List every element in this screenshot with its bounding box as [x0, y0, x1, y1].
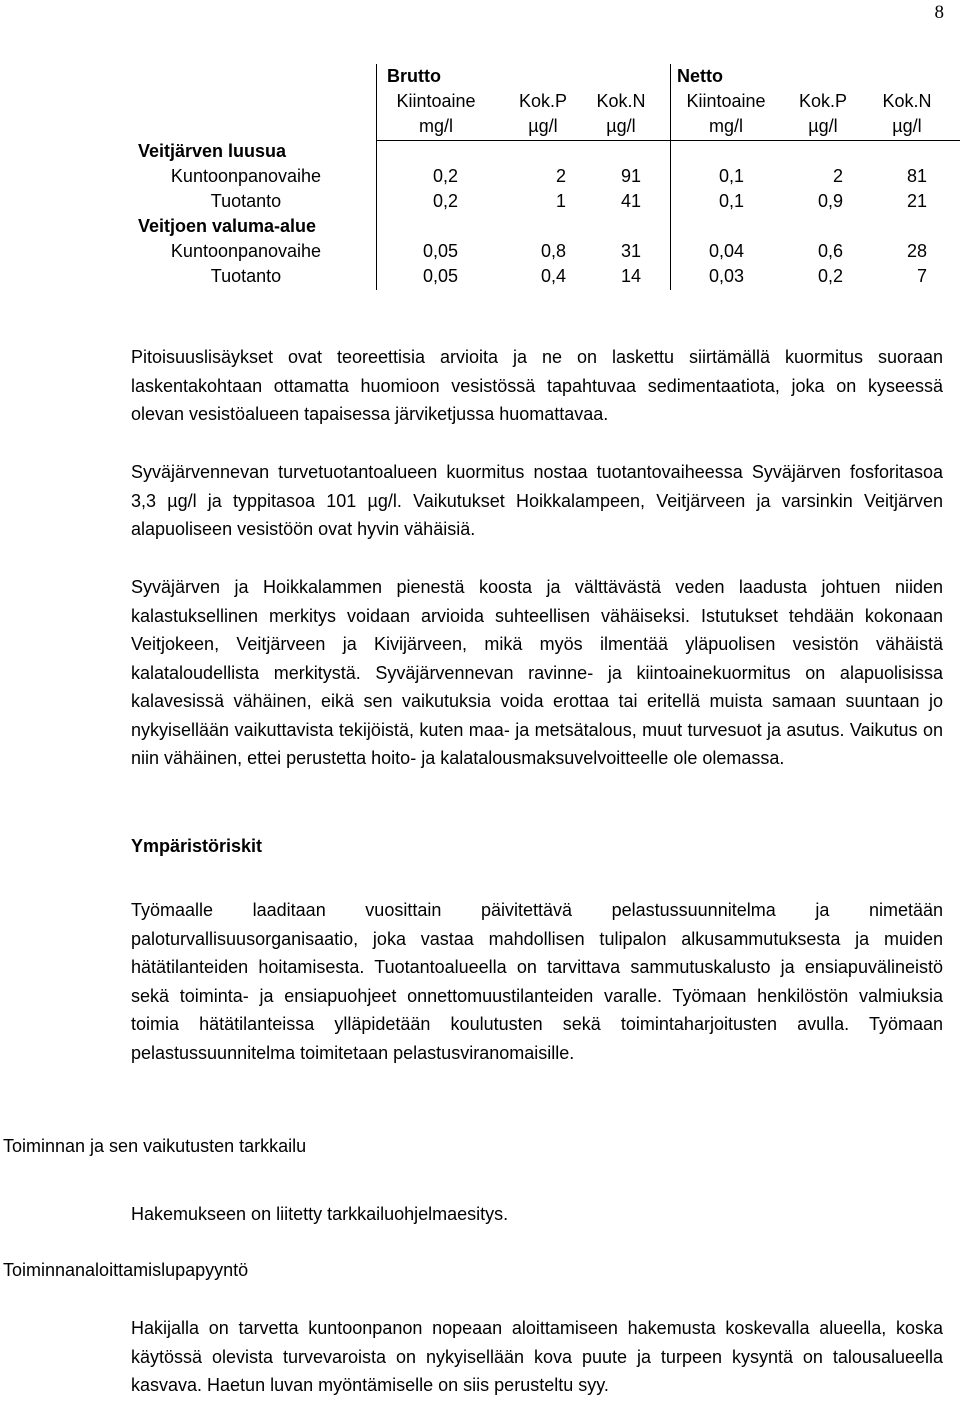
- table-row-label: Tuotanto: [210, 191, 282, 211]
- paragraph-aloittamislupapyynto: Hakijalla on tarvetta kuntoonpanon nopeaan aloittamiseen hakemusta koskevalla alueella, koska käytössä olevista turvevaroista on nykyisellään kova puute ja turpeen kysyntä on talousalueella kasvava. Haetun luvan myöntämiselle on siis perusteltu syy.: [131, 1318, 943, 1395]
- table-cell: 0,2: [432, 191, 458, 211]
- paragraph-kalatalous: Syväjärven ja Hoikkalammen pienestä koosta ja välttävästä veden laadusta johtuen niiden kalastuksellinen merkitys voidaan arvioida suhteellisen vähäiseksi. Istutukset tehdään kokonaan Veitjokeen, Veitjärveen ja Kivijärveen, mikä myös ilmentää yläpuolisen vesistön vähäistä kalataloudellista merkitystä. Syväjärvennevan ravinne- ja kiintoainekuormitus on alapuolisissa kalavesissä vähäinen, eikä sen vaikutuksia voida erottaa tai eritellä muista samaan suuntaan jo nykyisellään vaikuttavista tekijöistä, kuten maa- ja metsätalous, muut turvesuot ja asutus. Vaikutus on niin vähäinen, ettei perustetta hoito- ja kalatalousmaksuvelvoitteelle ole olemassa.: [131, 577, 943, 768]
- column-unit: µg/l: [892, 116, 922, 136]
- column-unit: mg/l: [708, 116, 743, 136]
- table-cell: 0,1: [718, 166, 744, 186]
- table-cell: 91: [620, 166, 641, 186]
- table-cell: 0,2: [432, 166, 458, 186]
- table-cell: 0,4: [540, 266, 566, 286]
- table-header-rule: [376, 140, 960, 141]
- table-cell: 0,9: [817, 191, 843, 211]
- table-cell: 0,04: [708, 241, 744, 261]
- table-row-label: Kuntoonpanovaihe: [170, 166, 322, 186]
- group-header-netto: Netto: [677, 66, 723, 86]
- table-cell: 0,1: [718, 191, 744, 211]
- column-header: Kok.P: [518, 91, 568, 111]
- column-unit: µg/l: [606, 116, 636, 136]
- column-header: Kiintoaine: [396, 91, 476, 111]
- table-cell: 21: [906, 191, 927, 211]
- table-cell: 0,05: [422, 266, 458, 286]
- table-cell: 7: [916, 266, 927, 286]
- column-unit: µg/l: [808, 116, 838, 136]
- table-cell: 31: [620, 241, 641, 261]
- table-cell: 0,8: [540, 241, 566, 261]
- load-concentration-table: [132, 64, 960, 290]
- paragraph-ymparistoriskit: Työmaalle laaditaan vuosittain päivitettävä pelastussuunnitelma ja nimetään paloturvallisuusorganisaatio, joka vastaa mahdollisen tulipalon alkusammutuksesta ja muiden hätätilanteiden hoitamisesta. Tuotantoalueella on tarvittava sammutuskalusto ja ensiapuvälineistö sekä toiminta- ja ensiapuohjeet onnettomuustilanteiden varalle. Työmaan henkilöstön valmiuksia toimia hätätilanteissa ylläpidetään koulutusten sekä toimintaharjoitusten avulla. Työmaan pelastussuunnitelma toimitetaan pelastusviranomaisille.: [131, 900, 943, 1063]
- table-row-label: Tuotanto: [210, 266, 282, 286]
- table-row-label: Kuntoonpanovaihe: [170, 241, 322, 261]
- table-cell: 14: [620, 266, 641, 286]
- paragraph-syvajarvennevan-kuormitus: Syväjärvennevan turvetuotantoalueen kuormitus nostaa tuotantovaiheessa Syväjärven fosforitasoa 3,3 µg/l ja typpitasoa 101 µg/l. Vaikutukset Hoikkalampeen, Veitjärveen ja varsinkin Veitjärven alapuoliseen vesistöön ovat hyvin vähäisiä.: [131, 462, 943, 539]
- table-cell: 28: [906, 241, 927, 261]
- paragraph-tarkkailu: Hakemukseen on liitetty tarkkailuohjelmaesitys.: [131, 1204, 509, 1224]
- table-cell: 0,6: [817, 241, 843, 261]
- table-cell: 0,05: [422, 241, 458, 261]
- table-cell: 2: [832, 166, 843, 186]
- group-header-brutto: Brutto: [387, 66, 441, 86]
- column-unit: µg/l: [528, 116, 558, 136]
- column-header: Kiintoaine: [686, 91, 766, 111]
- heading-tarkkailu: Toiminnan ja sen vaikutusten tarkkailu: [3, 1136, 307, 1156]
- column-unit: mg/l: [418, 116, 453, 136]
- table-section-label: Veitjärven luusua: [138, 141, 287, 161]
- table-cell: 0,03: [708, 266, 744, 286]
- table-section-label: Veitjoen valuma-alue: [138, 216, 317, 236]
- paragraph-pitoisuuslisaykset: Pitoisuuslisäykset ovat teoreettisia arvioita ja ne on laskettu siirtämällä kuormitus suoraan laskentakohtaan ottamatta huomioon vesistössä tapahtuvaa sedimentaatiota, joka on kyseessä olevan vesistöalueen tapaisessa järviketjussa huomattavaa.: [131, 347, 943, 424]
- table-cell: 0,2: [817, 266, 843, 286]
- heading-ymparistoriskit: Ympäristöriskit: [131, 836, 263, 856]
- column-header: Kok.P: [798, 91, 848, 111]
- table-cell: 81: [906, 166, 927, 186]
- table-cell: 41: [620, 191, 641, 211]
- heading-aloittamislupapyynto: Toiminnanaloittamislupapyyntö: [3, 1260, 249, 1280]
- table-cell: 2: [555, 166, 566, 186]
- column-header: Kok.N: [882, 91, 932, 111]
- column-header: Kok.N: [596, 91, 646, 111]
- table-cell: 1: [555, 191, 566, 211]
- page-number: 8: [934, 2, 944, 23]
